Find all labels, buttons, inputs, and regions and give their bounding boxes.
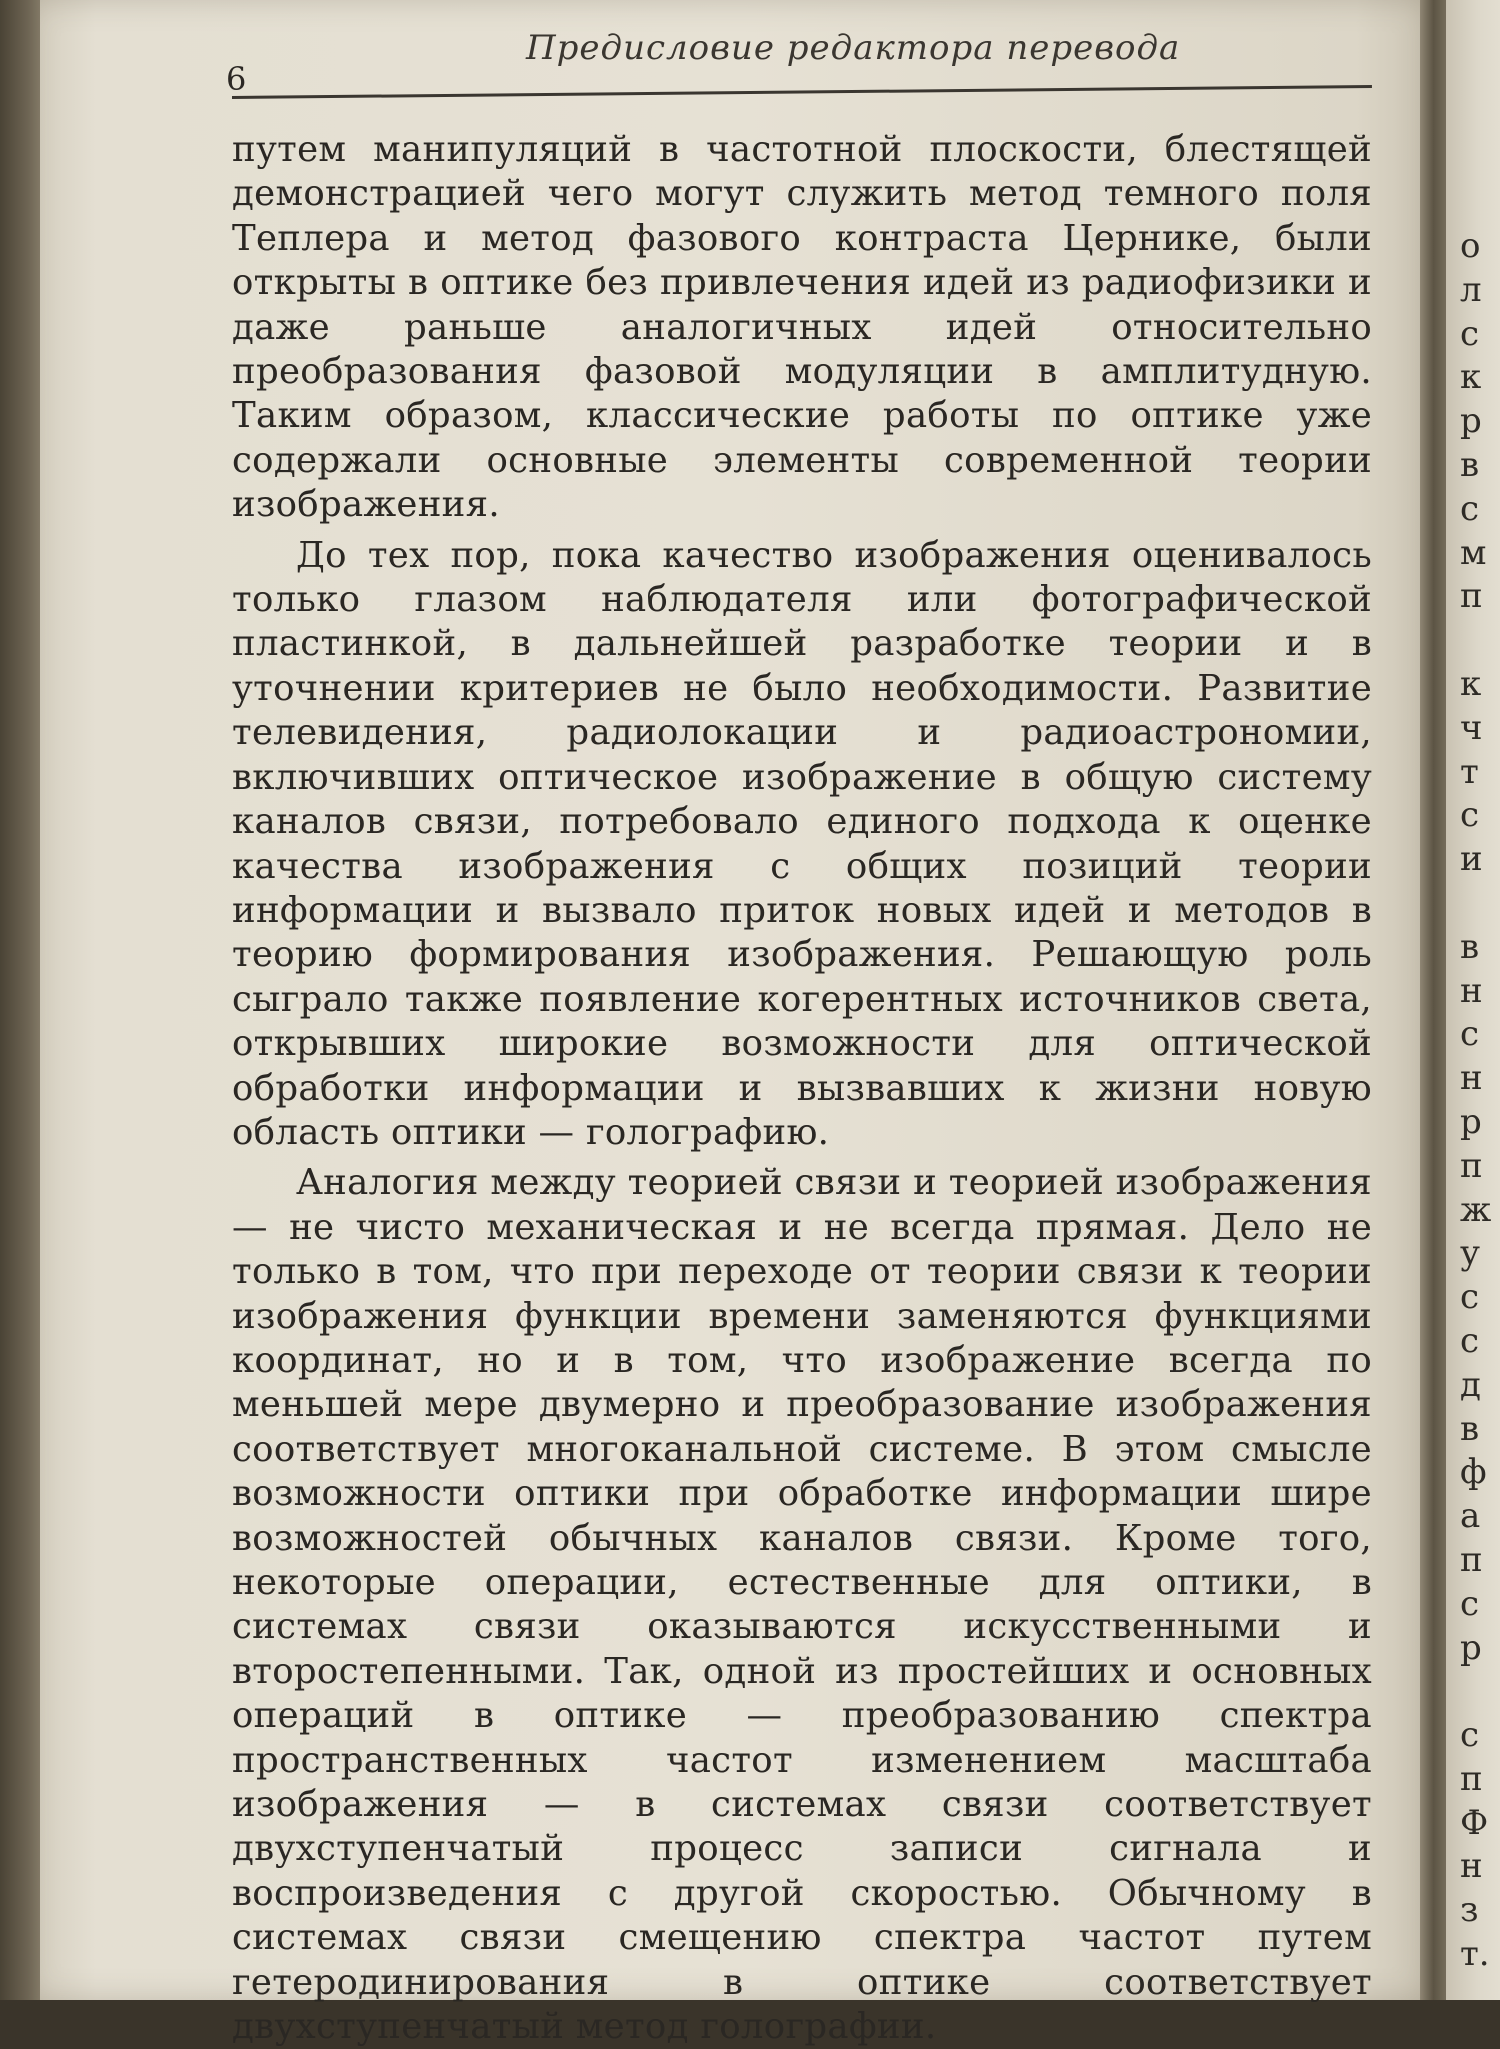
- facing-page-fragment: с: [1460, 488, 1480, 529]
- facing-page-fragment: п: [1460, 576, 1483, 617]
- facing-page-fragment: ж: [1460, 1189, 1492, 1230]
- facing-page-fragment: ч: [1460, 707, 1483, 748]
- facing-page-fragment: у: [1460, 1233, 1481, 1274]
- facing-page-fragment: [1460, 619, 1500, 663]
- facing-page-fragment: п: [1460, 1539, 1483, 1580]
- facing-page-text-fragments: [1460, 225, 1500, 1977]
- facing-page-fragment: н: [1460, 1846, 1483, 1887]
- facing-page-fragment: з: [1460, 1890, 1479, 1931]
- body-text: [232, 128, 1372, 2049]
- facing-page-fragment: к: [1460, 663, 1482, 704]
- facing-page-fragment: п: [1460, 1758, 1483, 1799]
- facing-page-fragment: с: [1460, 1320, 1480, 1361]
- running-head-title: Предисловие редактора перевода: [526, 28, 1181, 68]
- facing-page-fragment: [1460, 1670, 1500, 1714]
- facing-page-fragment: о: [1460, 226, 1481, 266]
- facing-page-fragment: р: [1460, 1627, 1482, 1668]
- facing-page-fragment: с: [1460, 1583, 1480, 1624]
- paragraph-2: До тех пор, пока качество изображения оценивалось только глазом наблюдателя или фотографической пластинкой, в дальнейшей разработке теории и в уточнении критериев не было необходимости. Развитие телевидения, радиолокации и радиоастрономии, включивших оптическое изображение в общую систему каналов связи, потребовало единого подхода к оценке качества изображения с общих позиций теории информации и вызвало приток новых идей и методов в теорию формирования изображения. Решающую роль сыграло также появление когерентных источников света, открывших широкие возможности для оптической обработки информации и вызвавших к жизни новую область оптики — голографию.: [232, 534, 1372, 1153]
- facing-page-fragment: с: [1460, 1014, 1480, 1055]
- facing-page-fragment: р: [1460, 401, 1482, 442]
- facing-page-fragment: л: [1460, 269, 1482, 310]
- facing-page-fragment: д: [1460, 1364, 1481, 1405]
- facing-page-fragment: к: [1460, 357, 1482, 398]
- facing-page-fragment: а: [1460, 1496, 1481, 1537]
- facing-page-fragment: т: [1460, 751, 1479, 792]
- facing-page-fragment: в: [1460, 444, 1480, 485]
- facing-page-fragment: с: [1460, 313, 1480, 354]
- facing-page-fragment: ф: [1460, 1452, 1487, 1493]
- facing-page-fragment: в: [1460, 926, 1480, 967]
- facing-page-fragment: с: [1460, 1715, 1480, 1756]
- page-number: 6: [226, 60, 247, 98]
- facing-page-fragment: н: [1460, 1058, 1483, 1099]
- facing-page-fragment: Ф: [1460, 1802, 1489, 1843]
- facing-page-fragment: м: [1460, 532, 1487, 573]
- facing-page-fragment: и: [1460, 839, 1483, 880]
- paragraph-3: Аналогия между теорией связи и теорией изображения — не чисто механическая и не всегда прямая. Дело не только в том, что при переходе от теории связи к теории изображения функции времени заменяются функциями координат, но и в том, что изображение всегда по меньшей мере двумерно и преобразование изображения соответствует многоканальной системе. В этом смысле возможности оптики при обработке информации шире возможностей обычных каналов связи. Кроме того, некоторые операции, естественные для оптики, в системах связи оказываются искусственными и второстепенными. Так, одной из простейших и основных операций в оптике — преобразованию спектра пространственных частот изменением масштаба изображения — в системах связи соответствует двухступенчатый процесс записи сигнала и воспроизведения с другой скоростью. Обычному в системах связи смещению спектра частот путем гетеродинирования в оптике соответствует двухступенчатый метод голографии.: [232, 1162, 1372, 2048]
- facing-page-fragment: с: [1460, 795, 1480, 836]
- page-header: [226, 22, 1376, 96]
- paragraph-1: путем манипуляций в частотной плоскости, блестящей демонстрацией чего могут служить метод темного поля Теплера и метод фазового контраста Цернике, были открыты в оптике без привлечения идей из радиофизики и даже раньше аналогичных идей относительно преобразования фазовой модуляции в амплитудную. Таким образом, классические работы по оптике уже содержали основные элементы современной теории изображения.: [232, 129, 1372, 526]
- facing-page-fragment: н: [1460, 970, 1483, 1011]
- facing-page-fragment: п: [1460, 1145, 1483, 1186]
- facing-page-fragment: с: [1460, 1277, 1480, 1318]
- facing-page-fragment: в: [1460, 1408, 1480, 1449]
- facing-page-fragment: р: [1460, 1101, 1482, 1142]
- facing-page-fragment: т.: [1460, 1934, 1490, 1975]
- facing-page-fragment: [1460, 882, 1500, 926]
